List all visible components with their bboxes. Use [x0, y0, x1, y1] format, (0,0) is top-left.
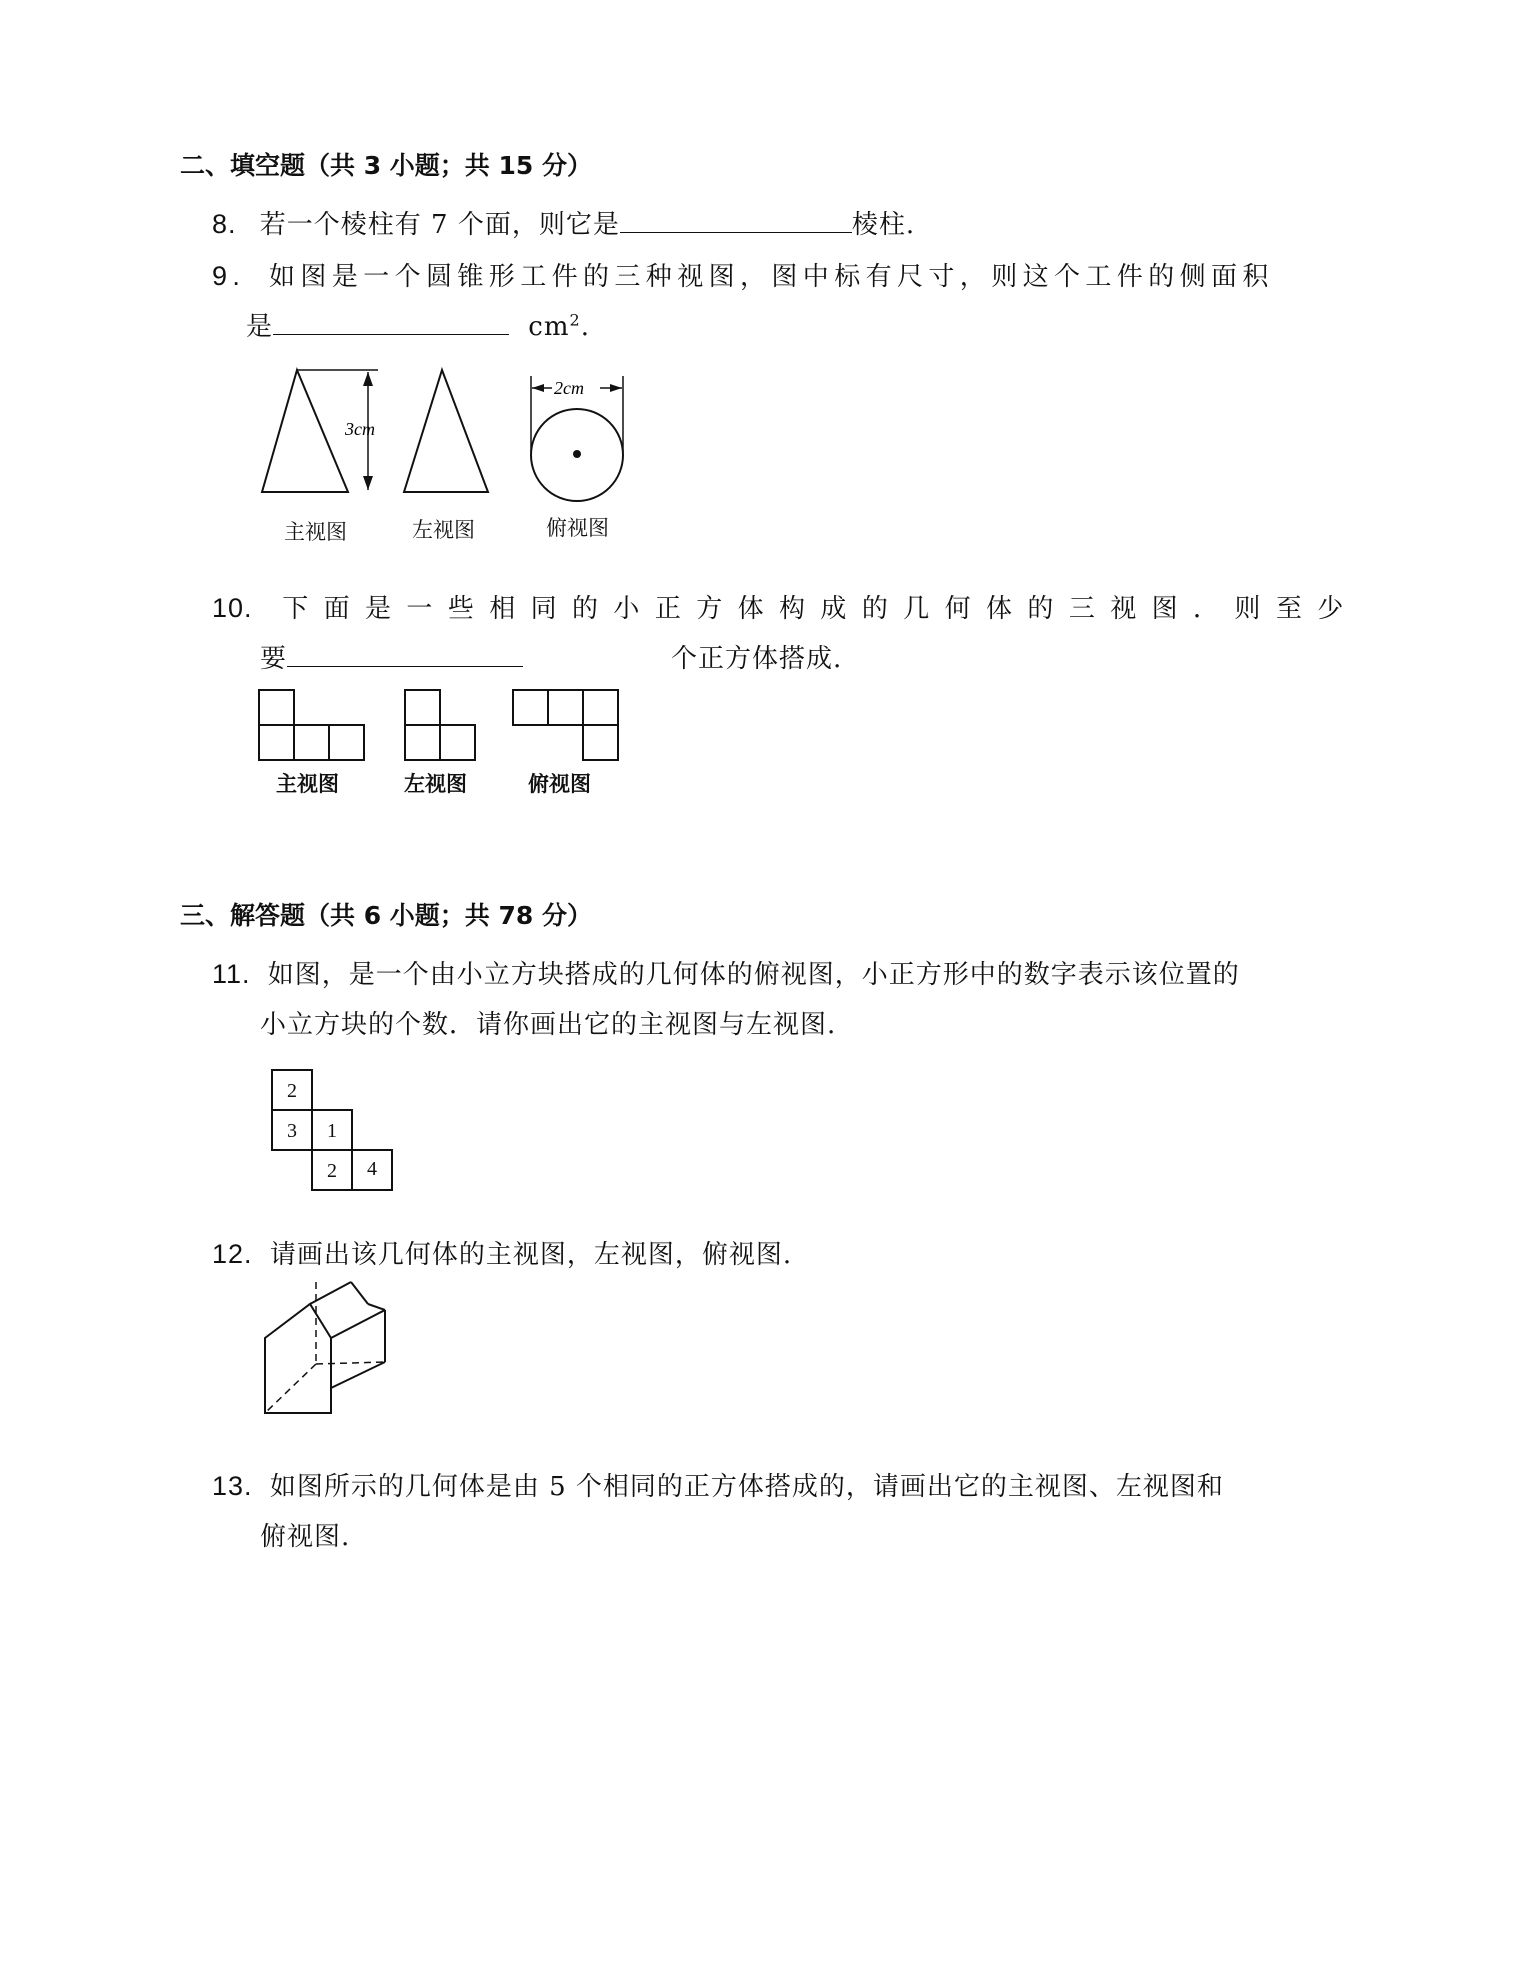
- section-title-fill-blank: 二、填空题（共 3 小题；共 15 分）: [180, 151, 593, 180]
- question-number: 11.: [212, 959, 251, 989]
- height-dimension-label: 3cm: [345, 419, 375, 439]
- grid-number: 2: [287, 1080, 297, 1102]
- left-view-caption: 左视图: [404, 772, 467, 796]
- left-view-caption: 左视图: [412, 518, 475, 542]
- front-view-caption: 主视图: [284, 520, 347, 544]
- question-text-end: 棱柱.: [851, 210, 916, 240]
- question-9: [212, 256, 1274, 293]
- question-11-line2: [260, 1004, 836, 1041]
- question-text: 下面是一些相同的小正方体构成的几何体的三视图．则至少: [282, 594, 1359, 624]
- left-view-triangle: [404, 370, 488, 492]
- question-text: 如图是一个圆锥形工件的三种视图，图中标有尺寸，则这个工件的侧面积: [269, 262, 1274, 292]
- front-view-triangle: [262, 370, 348, 492]
- question-text-end: 个正方体搭成.: [671, 644, 843, 674]
- question-number: 9.: [212, 261, 246, 291]
- grid-number: 2: [327, 1160, 337, 1182]
- question-10: [212, 588, 1359, 625]
- front-view-caption: 主视图: [276, 772, 339, 796]
- unit: $cm^2$: [528, 310, 581, 342]
- question-text: 如图所示的几何体是由 5 个相同的正方体搭成的，请画出它的主视图、左视图和: [269, 1472, 1224, 1502]
- answer-blank[interactable]: [620, 206, 852, 233]
- question-13-line2: [260, 1516, 350, 1553]
- question-number: 13.: [212, 1471, 253, 1501]
- question-9-line2: 是 $cm^2$.: [246, 306, 590, 343]
- grid-number: 4: [367, 1158, 377, 1180]
- cube-three-views-figure: [255, 688, 635, 768]
- question-text: 小立方块的个数．请你画出它的主视图与左视图.: [260, 1010, 837, 1040]
- question-number: 12.: [212, 1239, 253, 1269]
- apex-dot: [573, 450, 581, 458]
- pentagonal-prism-figure: [258, 1280, 398, 1430]
- question-number: 8.: [212, 209, 237, 239]
- top-view-caption: 俯视图: [528, 772, 591, 796]
- answer-blank[interactable]: [287, 640, 523, 667]
- question-text: 要: [260, 644, 288, 674]
- question-text: 若一个棱柱有 7 个面，则它是: [259, 210, 620, 240]
- question-10-line2: [260, 638, 842, 675]
- question-text: 如图，是一个由小立方块搭成的几何体的俯视图，小正方形中的数字表示该位置的: [267, 960, 1240, 990]
- grid-number: 1: [327, 1120, 337, 1142]
- question-number: 10.: [212, 593, 253, 623]
- question-text: 请画出该几何体的主视图，左视图，俯视图.: [269, 1240, 793, 1270]
- diameter-dimension-label: 2cm: [554, 378, 584, 398]
- question-text: 俯视图.: [260, 1522, 351, 1552]
- question-11: [212, 954, 1240, 991]
- question-13: [212, 1466, 1224, 1503]
- section-title-answer: 三、解答题（共 6 小题；共 78 分）: [180, 901, 593, 930]
- question-text: 是: [246, 312, 274, 342]
- top-view-caption: 俯视图: [546, 516, 609, 540]
- top-view-number-grid: [270, 1068, 400, 1198]
- question-12: [212, 1234, 792, 1271]
- question-8: [212, 204, 915, 241]
- grid-number: 3: [287, 1120, 297, 1142]
- answer-blank[interactable]: [273, 308, 509, 335]
